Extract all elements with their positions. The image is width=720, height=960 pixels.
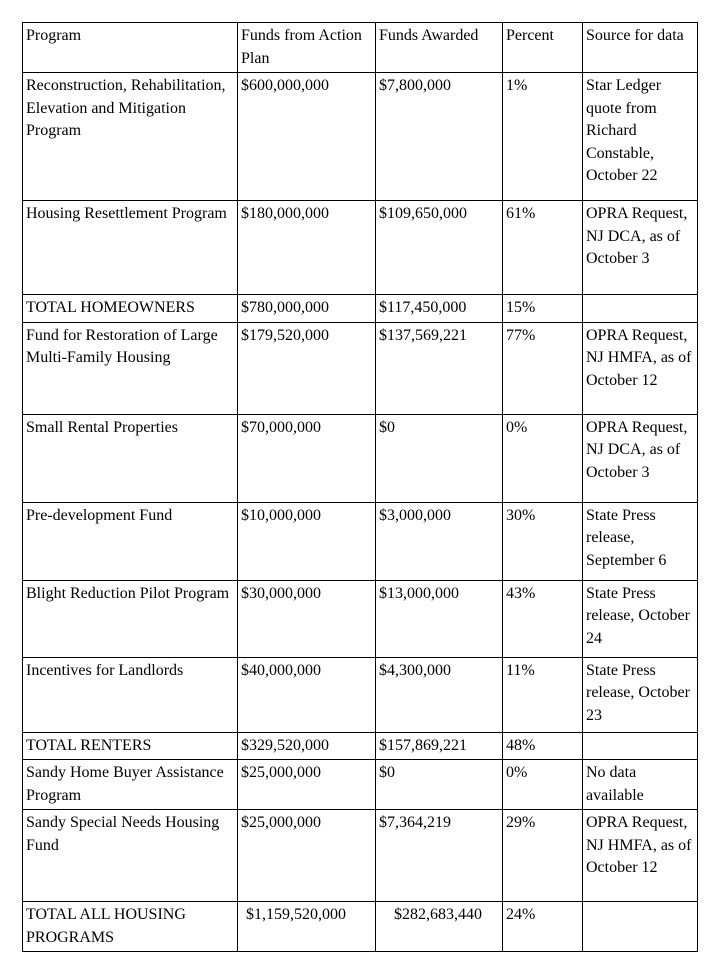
table-row [23,73,698,201]
percent-cell: 15% [503,295,583,323]
program-cell: TOTAL RENTERS [23,732,238,760]
percent-cell: 29% [503,810,583,902]
source-cell: OPRA Request, NJ HMFA, as of October 12 [583,322,698,414]
plan-cell: $25,000,000 [238,810,376,902]
header-source: Source for data [583,23,698,73]
awarded-cell: $7,800,000 [376,73,503,201]
source-cell: OPRA Request, NJ DCA, as of October 3 [583,201,698,295]
source-cell: OPRA Request, NJ DCA, as of October 3 [583,414,698,502]
program-cell: Blight Reduction Pilot Program [23,580,238,657]
percent-cell: 43% [503,580,583,657]
header-funds-awarded: Funds Awarded [376,23,503,73]
table-row [23,201,698,295]
table-row [23,322,698,414]
awarded-cell: $3,000,000 [376,502,503,580]
table-row [23,657,698,732]
awarded-cell: $7,364,219 [376,810,503,902]
plan-cell: $180,000,000 [238,201,376,295]
source-cell [583,732,698,760]
header-row [23,23,698,73]
percent-cell: 48% [503,732,583,760]
plan-cell: $179,520,000 [238,322,376,414]
table-row [23,760,698,810]
percent-cell: 30% [503,502,583,580]
source-cell: Star Ledger quote from Richard Constable, October 22 [583,73,698,201]
program-cell: Pre-development Fund [23,502,238,580]
awarded-cell: $0 [376,760,503,810]
awarded-cell: $0 [376,414,503,502]
table-row [23,810,698,902]
percent-cell: 61% [503,201,583,295]
awarded-cell: $13,000,000 [376,580,503,657]
awarded-cell: $157,869,221 [376,732,503,760]
program-cell: Fund for Restoration of Large Multi-Family Housing [23,322,238,414]
source-cell: OPRA Request, NJ HMFA, as of October 12 [583,810,698,902]
table-row [23,580,698,657]
percent-cell: 11% [503,657,583,732]
header-funds-from-action-plan: Funds from Action Plan [238,23,376,73]
source-cell: State Press release, October 24 [583,580,698,657]
plan-cell: $30,000,000 [238,580,376,657]
plan-cell: $600,000,000 [238,73,376,201]
header-percent: Percent [503,23,583,73]
percent-cell: 0% [503,760,583,810]
plan-cell: $40,000,000 [238,657,376,732]
plan-cell: $25,000,000 [238,760,376,810]
source-cell: No data available [583,760,698,810]
table-row [23,502,698,580]
source-cell [583,902,698,952]
program-cell: TOTAL HOMEOWNERS [23,295,238,323]
program-cell: Sandy Special Needs Housing Fund [23,810,238,902]
plan-cell: $10,000,000 [238,502,376,580]
percent-cell: 24% [503,902,583,952]
source-cell: State Press release, September 6 [583,502,698,580]
program-cell: Reconstruction, Rehabilitation, Elevation and Mitigation Program [23,73,238,201]
program-cell: Housing Resettlement Program [23,201,238,295]
awarded-cell: $117,450,000 [376,295,503,323]
table-row-total-all-housing [23,902,698,952]
plan-cell: $1,159,520,000 [238,902,376,952]
percent-cell: 77% [503,322,583,414]
table-row-total-renters [23,732,698,760]
table-row-total-homeowners [23,295,698,323]
source-cell: State Press release, October 23 [583,657,698,732]
percent-cell: 0% [503,414,583,502]
table-row [23,414,698,502]
awarded-cell: $282,683,440 [376,902,503,952]
header-program: Program [23,23,238,73]
plan-cell: $329,520,000 [238,732,376,760]
program-cell: TOTAL ALL HOUSING PROGRAMS [23,902,238,952]
awarded-cell: $137,569,221 [376,322,503,414]
housing-funds-table [22,22,698,952]
program-cell: Incentives for Landlords [23,657,238,732]
awarded-cell: $4,300,000 [376,657,503,732]
program-cell: Small Rental Properties [23,414,238,502]
source-cell [583,295,698,323]
plan-cell: $780,000,000 [238,295,376,323]
percent-cell: 1% [503,73,583,201]
plan-cell: $70,000,000 [238,414,376,502]
awarded-cell: $109,650,000 [376,201,503,295]
program-cell: Sandy Home Buyer Assistance Program [23,760,238,810]
